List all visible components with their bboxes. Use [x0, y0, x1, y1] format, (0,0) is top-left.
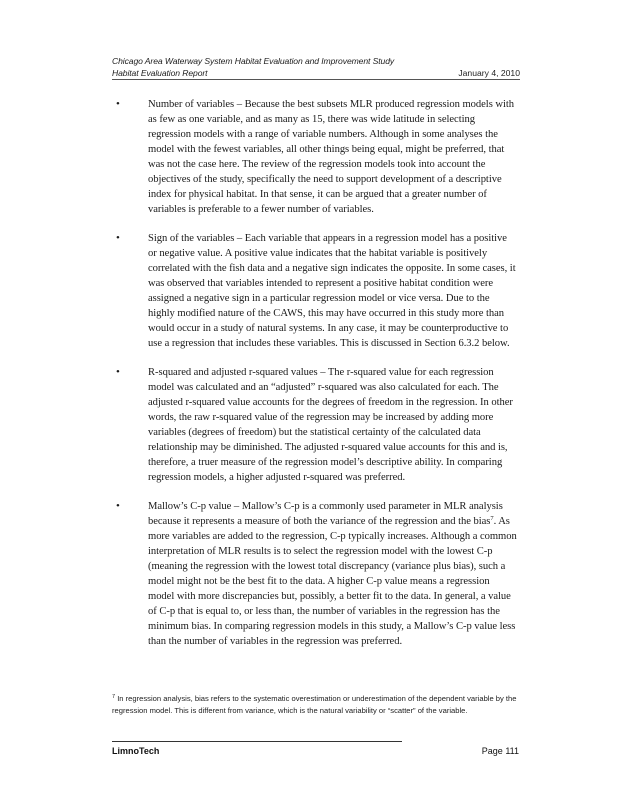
- bullet-text-part1: Mallow’s C-p value – Mallow’s C-p is a commonly used parameter in MLR analysis because it represents a measure of both the variance of the regression and the bias: [148, 501, 503, 527]
- bullet-marker: •: [116, 366, 120, 378]
- footnote-reference[interactable]: 7: [490, 515, 494, 522]
- bullet-text: Number of variables – Because the best subsets MLR produced regression models with as few as one variable, and as many as 15, there was wide latitude in selecting regression models with a range of variable numbers. Although in some analyses the model with the fewest variables, all other things being equal, might be preferred, that was not the case here. The review of the regression models took into account the objectives of the study, specifically the need to support development of a descriptive index for physical habitat. In that sense, it can be argued that a greater number of variables is preferable to a fewer number of variables.: [148, 99, 515, 215]
- bullet-text-part2: . As more variables are added to the regression, C-p typically increases. Although a common interpretation of MLR results is to select the regression model with the lowest C-p (meaning the regression with the lowest total discrepancy (variance plus bias), such a model might not be the best fit to the data. A higher C-p value means a regression model with more discrepancies but, possibly, a better fit to the data. In general, a value of C-p that is equal to, or less than, the number of variables in the regression has the minimum bias. In comparing regression models in this study, a Mallow’s C-p value less than the number of variables in the regression was preferred.: [148, 516, 517, 647]
- header-date: January 4, 2010: [458, 68, 520, 78]
- bullet-marker: •: [116, 98, 120, 110]
- bullet-marker: •: [116, 500, 120, 512]
- footer-company: LimnoTech: [112, 746, 160, 756]
- footer-page-number: Page 111: [481, 746, 519, 756]
- bullet-r-squared: [114, 365, 518, 485]
- header-report-title: Habitat Evaluation Report: [112, 68, 208, 78]
- header-divider: [112, 79, 520, 80]
- bullet-mallows-cp: [114, 499, 518, 649]
- bullet-text: Sign of the variables – Each variable that appears in a regression model has a positive or negative value. A positive value indicates that the habitat variable is positively correlated with the fish data and a negative sign indicates the opposite. In some cases, it was observed that variables intended to represent a positive habitat condition were assigned a negative sign in a particular regression model or vice versa. Due to the highly modified nature of the CAWS, this may have occurred in this study more than would occur in a study of natural systems. In any case, it may be counterproductive to use a regression that includes these variables. This is discussed in Section 6.3.2 below.: [148, 233, 516, 349]
- criteria-bullet-list: [114, 97, 518, 649]
- bullet-number-of-variables: [114, 97, 518, 217]
- header-study-title: Chicago Area Waterway System Habitat Evaluation and Improvement Study: [112, 56, 395, 66]
- footnote-text: In regression analysis, bias refers to the systematic overestimation or underestimation of the dependent variable by the regression model. This is different from variance, which is the natural variability or “scatter” of the variable.: [112, 694, 517, 715]
- bullet-text: R-squared and adjusted r-squared values – The r-squared value for each regression model was calculated and an “adjusted” r-squared was also calculated for each. The adjusted r-squared value accounts for the degrees of freedom in the regression. In other words, the raw r-squared value of the regression may be increased by adding more variables (degrees of freedom) but the statistical certainty of the calculated data relationship may be diminished. The adjusted r-squared value accounts for this and is, therefore, a truer measure of the regression model’s descriptive ability. In comparing regression models, a higher adjusted r-squared was preferred.: [148, 367, 513, 483]
- bullet-sign-of-variables: [114, 231, 518, 351]
- bullet-marker: •: [116, 232, 120, 244]
- footer-divider: [112, 741, 402, 742]
- footnote-marker: 7: [112, 694, 116, 700]
- footnote: [112, 693, 524, 716]
